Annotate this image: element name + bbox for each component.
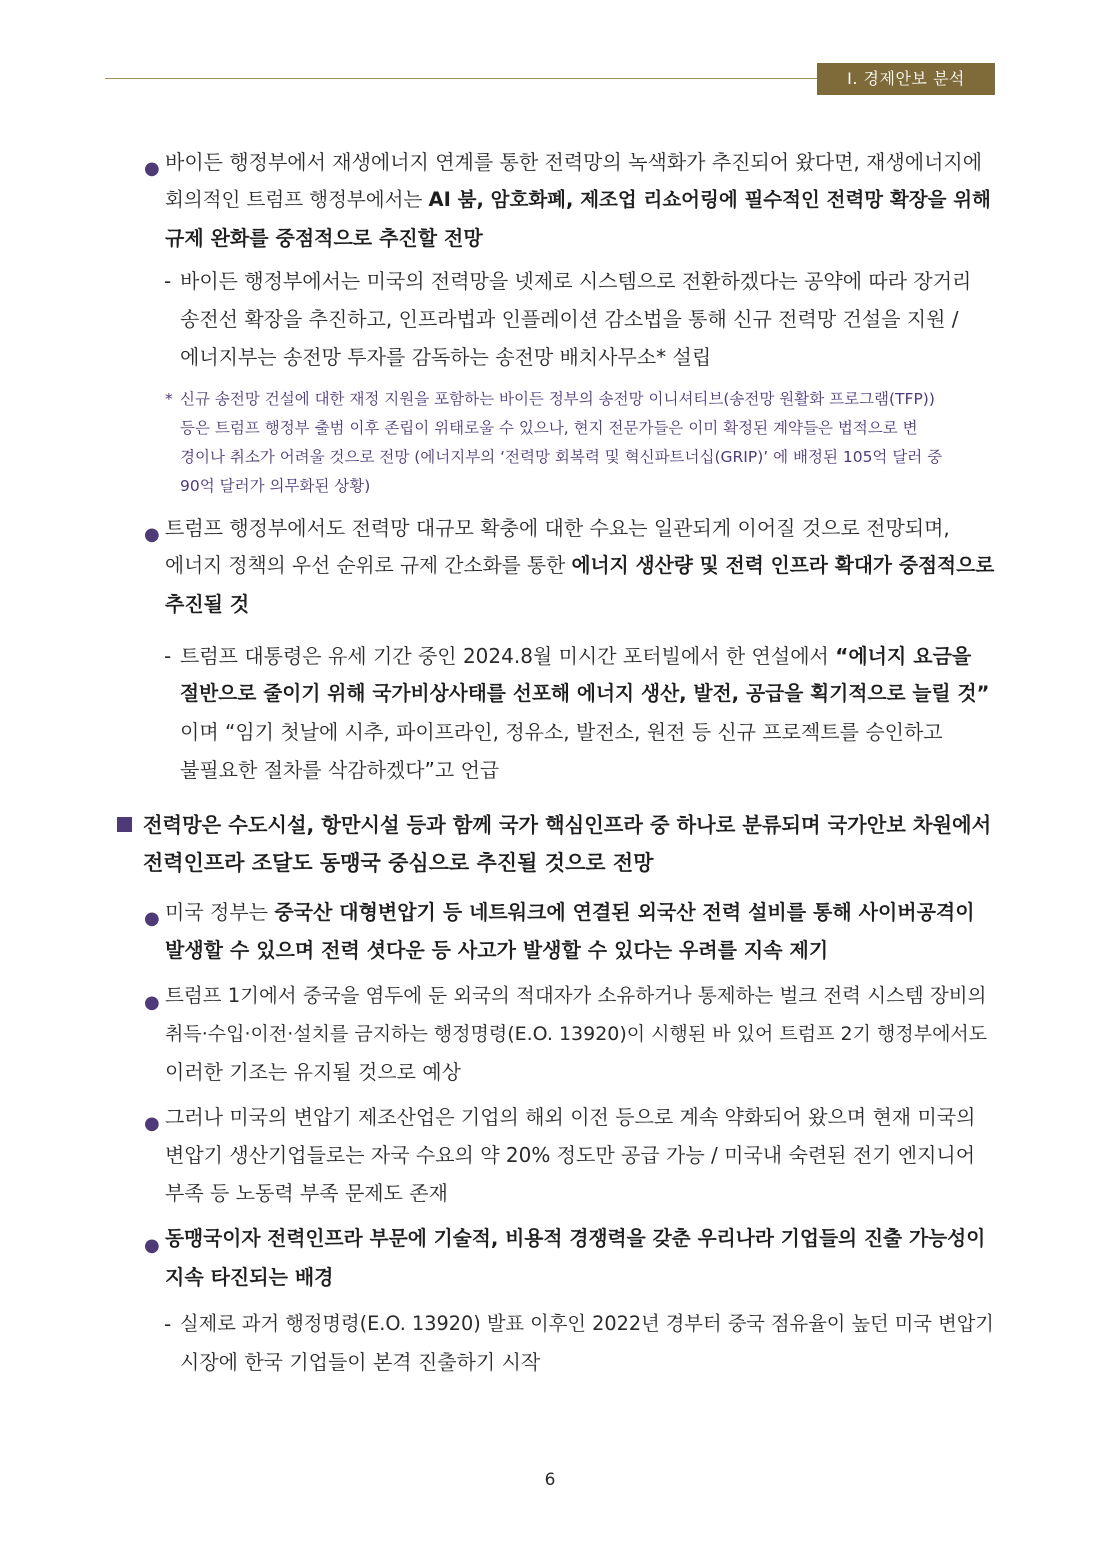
text-line: 변압기 생산기업들로는 자국 수요의 약 20% 정도만 공급 가능 / 미국내 숙련된 전기 엔지니어 — [165, 1143, 976, 1167]
text-line: 시장에 한국 기업들이 본격 진출하기 시작 — [180, 1350, 541, 1374]
dash-marker: - — [164, 269, 172, 293]
text-line: 규제 완화를 중점적으로 추진할 전망 — [165, 226, 483, 250]
text-line: 회의적인 트럼프 행정부에서는 AI 붐, 암호화폐, 제조업 리쇼어링에 필수적인 전력망 확장을 위해 — [165, 188, 991, 211]
footnote-1 — [165, 385, 995, 501]
bullet-icon: ● — [144, 1113, 160, 1134]
text-line: 바이든 행정부에서는 미국의 전력망을 넷제로 시스템으로 전환하겠다는 공약에 따라 장거리 — [180, 269, 972, 293]
text-line: 지속 타진되는 배경 — [165, 1265, 334, 1289]
dash-marker: - — [164, 1312, 172, 1336]
text-line: 취득·수입·이전·설치를 금지하는 행정명령(E.O. 13920)이 시행된 바 있어 트럼프 2기 행정부에서도 — [165, 1023, 988, 1045]
text-line: 발생할 수 있으며 전력 셧다운 등 사고가 발생할 수 있다는 우려를 지속 제기 — [165, 938, 829, 962]
header-rule — [105, 78, 817, 79]
text-line: 등은 트럼프 행정부 출범 이후 존립이 위태로울 수 있으나, 현지 전문가들은 이미 확정된 계약들은 법적으로 변 — [180, 419, 918, 437]
text-line: 전력인프라 조달도 동맹국 중심으로 추진될 것으로 전망 — [143, 851, 654, 875]
bullet-paragraph-5 — [144, 1098, 995, 1212]
text-line: 트럼프 행정부에서도 전력망 대규모 확충에 대한 수요는 일관되게 이어질 것으로 전망되며, — [165, 516, 950, 540]
text-line: 절반으로 줄이기 위해 국가비상사태를 선포해 에너지 생산, 발전, 공급을 획기적으로 늘릴 것” — [180, 682, 990, 705]
bullet-paragraph-1 — [144, 143, 995, 257]
text-line: 전력망은 수도시설, 항만시설 등과 함께 국가 핵심인프라 중 하나로 분류되며 국가안보 차원에서 — [143, 813, 992, 837]
text-line: 송전선 확장을 추진하고, 인프라법과 인플레이션 감소법을 통해 신규 전력망 건설을 지원 / — [180, 307, 959, 331]
dash-paragraph-1 — [164, 262, 995, 376]
bullet-paragraph-4 — [144, 977, 995, 1091]
text-line: 에너지부는 송전망 투자를 감독하는 송전망 배치사무소* 설립 — [180, 345, 712, 369]
text-line: 불필요한 절차를 삭감하겠다”고 언급 — [180, 758, 500, 782]
text-line: 이며 “임기 첫날에 시추, 파이프라인, 정유소, 발전소, 원전 등 신규 프로젝트를 승인하고 — [180, 720, 943, 744]
bullet-icon: ● — [144, 908, 160, 929]
bullet-icon: ● — [144, 1235, 160, 1256]
page-number: 6 — [544, 1470, 556, 1490]
text-line: 그러나 미국의 변압기 제조산업은 기업의 해외 이전 등으로 계속 약화되어 왔으며 현재 미국의 — [165, 1105, 976, 1129]
bullet-icon: ● — [144, 524, 160, 545]
square-bullet-icon — [117, 817, 132, 832]
text-line: 트럼프 1기에서 중국을 염두에 둔 외국의 적대자가 소유하거나 통제하는 벌크 전력 시스템 장비의 — [165, 984, 987, 1007]
text-line: 실제로 과거 행정명령(E.O. 13920) 발표 이후인 2022년 경부터 중국 점유율이 높던 미국 변압기 — [180, 1312, 994, 1335]
text-line: 부족 등 노동력 부족 문제도 존재 — [165, 1181, 448, 1205]
text-line: 에너지 정책의 우선 순위로 규제 간소화를 통한 에너지 생산량 및 전력 인프라 확대가 중점적으로 — [165, 554, 995, 577]
text-line: 추진될 것 — [165, 592, 250, 616]
text-line: 바이든 행정부에서 재생에너지 연계를 통한 전력망의 녹색화가 추진되어 왔다면, 재생에너지에 — [165, 150, 983, 174]
asterisk-marker: * — [165, 390, 173, 408]
text-line: 경이나 취소가 어려울 것으로 전망 (에너지부의 ‘전력망 회복력 및 혁신파트너십(GRIP)’ 에 배정된 105억 달러 중 — [180, 448, 943, 466]
text-line: 미국 정부는 중국산 대형변압기 등 네트워크에 연결된 외국산 전력 설비를 통해 사이버공격이 — [165, 900, 975, 924]
text-line: 신규 송전망 건설에 대한 재정 지원을 포함하는 바이든 정부의 송전망 이니셔티브(송전망 원활화 프로그램(TFP)) — [180, 390, 935, 408]
section-heading — [143, 806, 995, 882]
text-line: 90억 달러가 의무화된 상황) — [180, 477, 371, 495]
text-line: 트럼프 대통령은 유세 기간 중인 2024.8월 미시간 포터빌에서 한 연설에서 “에너지 요금을 — [180, 644, 972, 668]
bullet-paragraph-2 — [144, 509, 995, 623]
bullet-icon: ● — [144, 158, 160, 179]
text-line: 이러한 기조는 유지될 것으로 예상 — [165, 1060, 461, 1084]
dash-paragraph-2 — [164, 637, 995, 789]
dash-paragraph-3 — [164, 1305, 995, 1381]
bullet-paragraph-6 — [144, 1220, 995, 1296]
bullet-icon: ● — [144, 992, 160, 1013]
bullet-paragraph-3 — [144, 893, 995, 969]
section-label: Ⅰ. 경제안보 분석 — [817, 63, 995, 95]
text-line: 동맹국이자 전력인프라 부문에 기술적, 비용적 경쟁력을 갖춘 우리나라 기업들의 진출 가능성이 — [165, 1227, 986, 1250]
dash-marker: - — [164, 644, 172, 668]
